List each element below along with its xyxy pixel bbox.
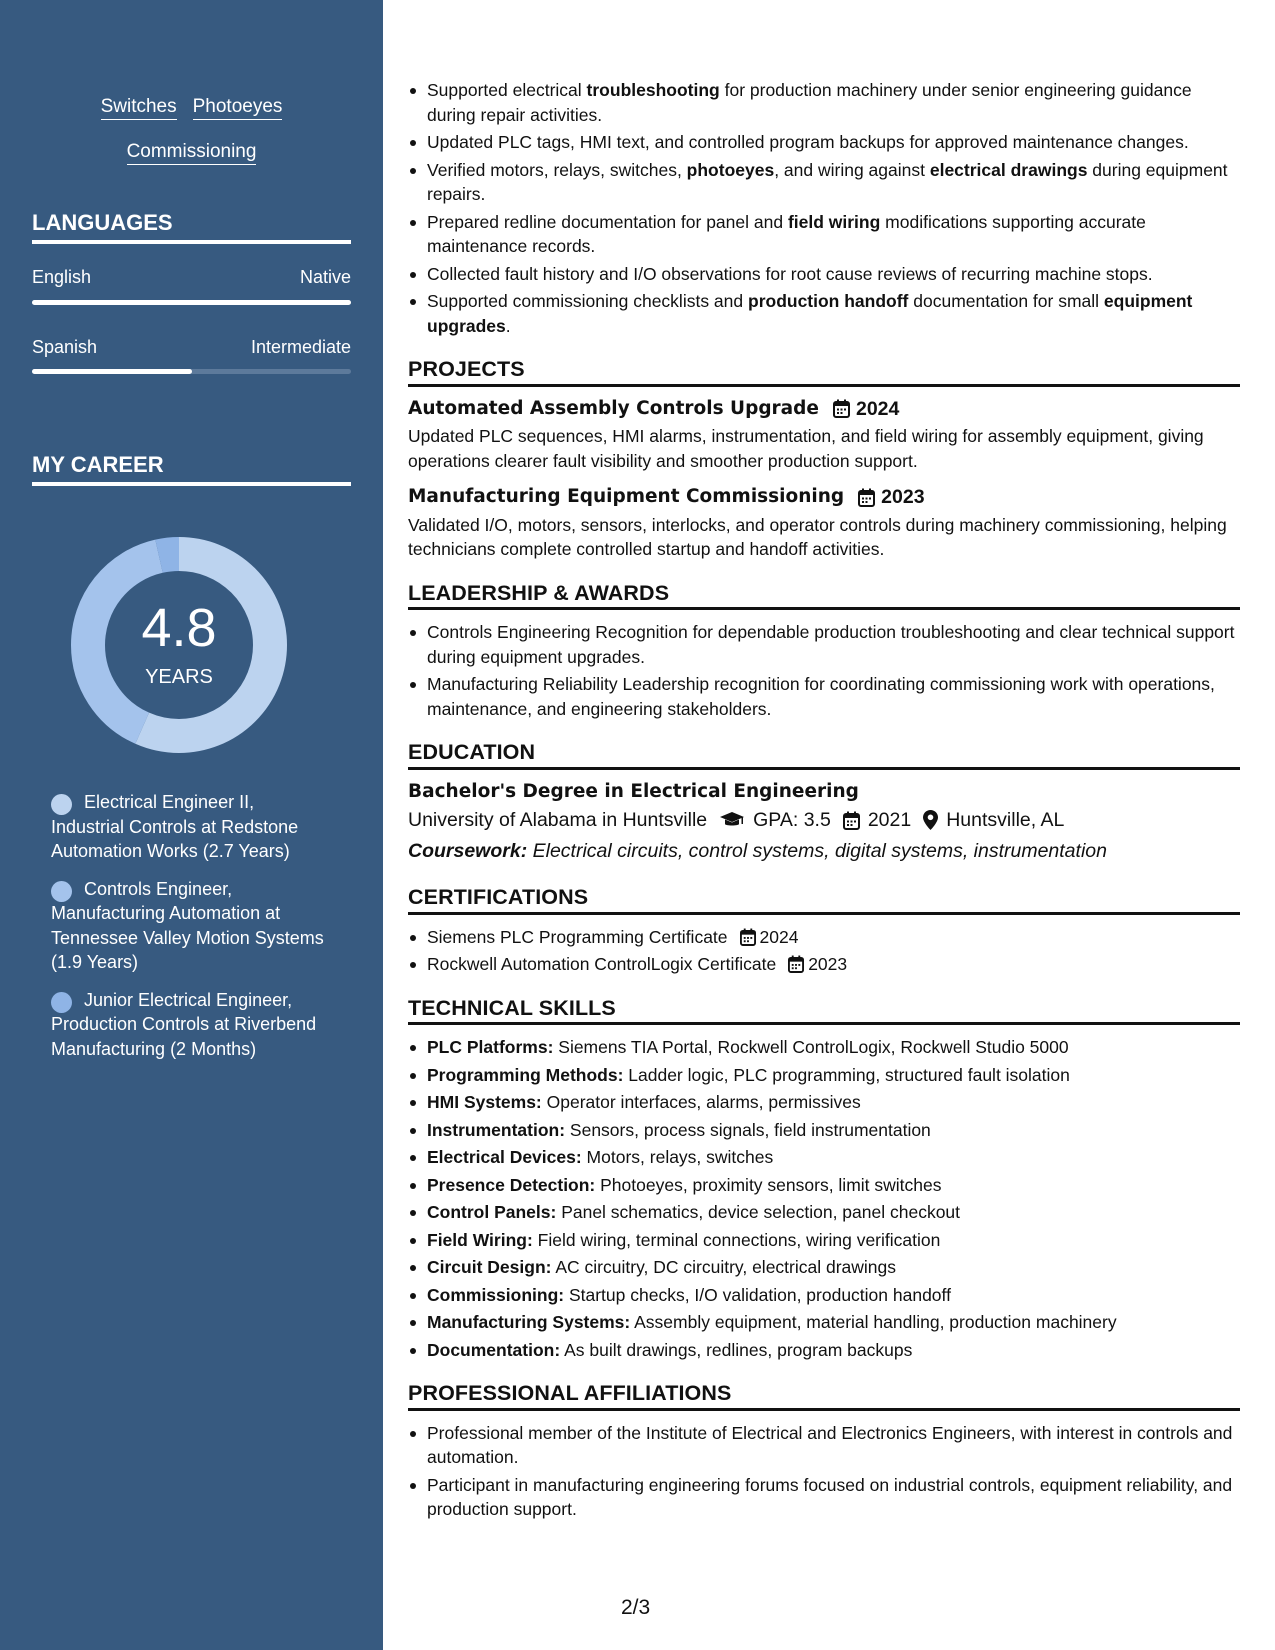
skill-label: Electrical Devices: [427,1147,582,1167]
certification-item [408,952,1240,977]
career-item [51,877,331,975]
language-name: English [32,267,92,287]
skill-tag: Photoeyes [193,96,283,120]
skill-label: HMI Systems: [427,1092,542,1112]
skill-label: Commissioning: [427,1284,565,1305]
certifications-list [408,925,1240,977]
project-title-row [408,485,1240,510]
project-title: Manufacturing Equipment Commissioning [408,486,845,507]
skill-value: Panel schematics, device selection, panel checkout [556,1202,961,1222]
certifications-heading: CERTIFICATIONS [408,885,1240,915]
skill-value: Photoeyes, proximity sensors, limit switches [595,1174,942,1195]
main-content [408,78,1240,1525]
calendar-icon [843,811,860,830]
bold-keyword: troubleshooting [586,80,720,100]
languages-heading: LANGUAGES [32,210,351,244]
bullet-text: Supported commissioning checklists and [427,291,748,311]
language-level: Intermediate [250,337,351,357]
skill-item [408,1228,1240,1253]
technical-skills-heading: TECHNICAL SKILLS [408,996,1240,1026]
experience-bullet [408,210,1240,259]
project-item [408,485,1240,562]
career-unit: YEARS [145,666,213,688]
certification-year: 2023 [808,954,848,974]
skill-label: Control Panels: [427,1202,557,1222]
career-total: 4.8 [141,598,217,658]
skill-item [408,1145,1240,1170]
bullet-text: Verified motors, relays, switches, [427,159,687,180]
bold-keyword: equipment upgrades [427,291,1193,336]
bullet-text: for production machinery under senior engineering guidance during repair activities. [427,80,1192,125]
skill-item [408,1338,1240,1363]
calendar-icon [833,399,850,418]
sidebar [0,0,383,1650]
degree-title: Bachelor's Degree in Electrical Engineering [408,780,859,802]
skill-value: Assembly equipment, material handling, production machinery [630,1312,1117,1332]
affiliations-list [408,1421,1240,1522]
leadership-item: Manufacturing Reliability Leadership recognition for coordinating commissioning work with operations, maintenance, and engineering stakeholders. [408,672,1240,721]
language-level: Native [299,267,351,287]
skill-label: Documentation: [427,1339,561,1360]
bold-keyword: photoeyes [686,159,775,180]
project-description: Updated PLC sequences, HMI alarms, instrumentation, and field wiring for assembly equipment, giving operations clearer fault visibility and smoother production support. [408,426,1204,471]
bold-keyword: production handoff [748,291,909,311]
language-row-english [32,267,351,288]
skill-value: Motors, relays, switches [581,1147,774,1167]
projects-heading: PROJECTS [408,357,1240,387]
coursework-label: Coursework: [408,839,528,862]
leadership-heading: LEADERSHIP & AWARDS [408,581,1240,611]
bullet-text: during equipment repairs. [427,159,1228,204]
skill-label: PLC Platforms: [427,1037,554,1057]
leadership-item: Controls Engineering Recognition for dependable production troubleshooting and clear technical support during equipment upgrades. [408,620,1240,669]
career-dot [51,992,72,1013]
career-dot [51,881,72,902]
skill-value: As built drawings, redlines, program backups [560,1339,913,1360]
calendar-icon [740,928,756,946]
bullet-text: , and wiring against [774,159,930,180]
career-list [51,790,331,1074]
project-title: Automated Assembly Controls Upgrade [408,397,819,419]
language-bar-english [32,300,351,305]
career-item [51,790,331,864]
project-title-row [408,397,1240,422]
project-year: 2023 [881,486,925,508]
skill-value: Ladder logic, PLC programming, structured fault isolation [623,1064,1070,1085]
bullet-text: modifications supporting accurate maintenance records. [427,211,1146,256]
education-details [408,808,1240,833]
skill-value: Sensors, process signals, field instrumentation [565,1119,931,1140]
gpa: GPA: 3.5 [753,809,831,831]
career-item-text: Electrical Engineer II, Industrial Controls at Redstone Automation Works (2.7 Years) [51,792,299,861]
skill-item [408,1090,1240,1115]
experience-bullets [408,78,1240,338]
career-item [51,988,331,1062]
location-pin-icon [923,810,938,830]
certification-name: Siemens PLC Programming Certificate [427,926,728,947]
skill-label: Field Wiring: [427,1229,533,1250]
skill-label: Instrumentation: [427,1119,566,1140]
language-name: Spanish [32,337,98,357]
bullet-text: Prepared redline documentation for panel and [427,211,788,232]
career-dot [51,794,72,815]
experience-bullet [408,78,1240,127]
experience-bullet [408,130,1240,155]
coursework [408,839,1240,864]
project-description: Validated I/O, motors, sensors, interlocks, and operator controls during machinery commissioning, helping technicians complete controlled startup and handoff activities. [408,514,1227,559]
certification-year: 2024 [759,926,799,947]
school-name: University of Alabama in Huntsville [408,809,708,831]
certification-item [408,925,1240,950]
skill-tag: Switches [101,96,177,120]
language-bar-spanish [32,369,351,374]
calendar-icon [858,488,875,507]
skill-item [408,1255,1240,1280]
certification-name: Rockwell Automation ControlLogix Certificate [427,954,777,974]
language-row-spanish [32,337,351,358]
skill-item [408,1310,1240,1335]
skill-tag: Commissioning [127,141,257,165]
page-number: 2/3 [621,1596,651,1619]
skill-value: Field wiring, terminal connections, wiring verification [532,1229,941,1250]
experience-bullet [408,158,1240,207]
skill-item [408,1200,1240,1225]
graduation-year: 2021 [867,809,912,831]
skill-item [408,1283,1240,1308]
career-heading: MY CAREER [32,452,351,486]
bullet-text: documentation for small [908,291,1104,311]
affiliation-item: Professional member of the Institute of Electrical and Electronics Engineers, with interest in controls and automation. [408,1421,1240,1470]
bullet-text: Supported electrical [427,80,587,100]
education-heading: EDUCATION [408,740,1240,770]
career-item-text: Controls Engineer, Manufacturing Automation at Tennessee Valley Motion Systems (1.9 Years) [51,878,324,972]
coursework-text: Electrical circuits, control systems, digital systems, instrumentation [532,839,1107,862]
skill-item [408,1173,1240,1198]
leadership-list [408,620,1240,721]
school-location: Huntsville, AL [946,809,1065,831]
bullet-text: Updated PLC tags, HMI text, and controlled program backups for approved maintenance changes. [427,132,1189,152]
language-bar-fill [32,369,192,374]
skill-label: Circuit Design: [427,1257,552,1277]
bullet-text: . [505,315,511,336]
technical-skills-list [408,1035,1240,1362]
skill-item [408,1118,1240,1143]
skill-label: Manufacturing Systems: [427,1312,631,1332]
skill-label: Presence Detection: [427,1174,596,1195]
career-donut-chart [64,530,294,760]
calendar-icon [788,955,804,973]
skill-value: Operator interfaces, alarms, permissives [541,1092,861,1112]
skill-item [408,1063,1240,1088]
career-item-text: Junior Electrical Engineer, Production Controls at Riverbend Manufacturing (2 Months) [51,989,317,1059]
skill-tags [32,84,351,174]
graduation-cap-icon [719,811,745,829]
language-bar-fill [32,300,351,305]
project-item [408,397,1240,474]
bold-keyword: field wiring [787,211,881,232]
experience-bullet [408,289,1240,338]
affiliation-item: Participant in manufacturing engineering forums focused on industrial controls, equipment reliability, and production support. [408,1473,1240,1522]
skill-item [408,1035,1240,1060]
bullet-text: Collected fault history and I/O observations for root cause reviews of recurring machine stops. [427,263,1153,284]
experience-bullet [408,262,1240,287]
affiliations-heading: PROFESSIONAL AFFILIATIONS [408,1381,1240,1411]
skill-label: Programming Methods: [427,1064,624,1085]
project-year: 2024 [855,397,900,420]
skill-value: Siemens TIA Portal, Rockwell ControlLogix, Rockwell Studio 5000 [553,1037,1069,1057]
skill-value: Startup checks, I/O validation, production handoff [564,1284,951,1305]
skill-value: AC circuitry, DC circuitry, electrical drawings [551,1257,897,1277]
bold-keyword: electrical drawings [929,159,1088,180]
